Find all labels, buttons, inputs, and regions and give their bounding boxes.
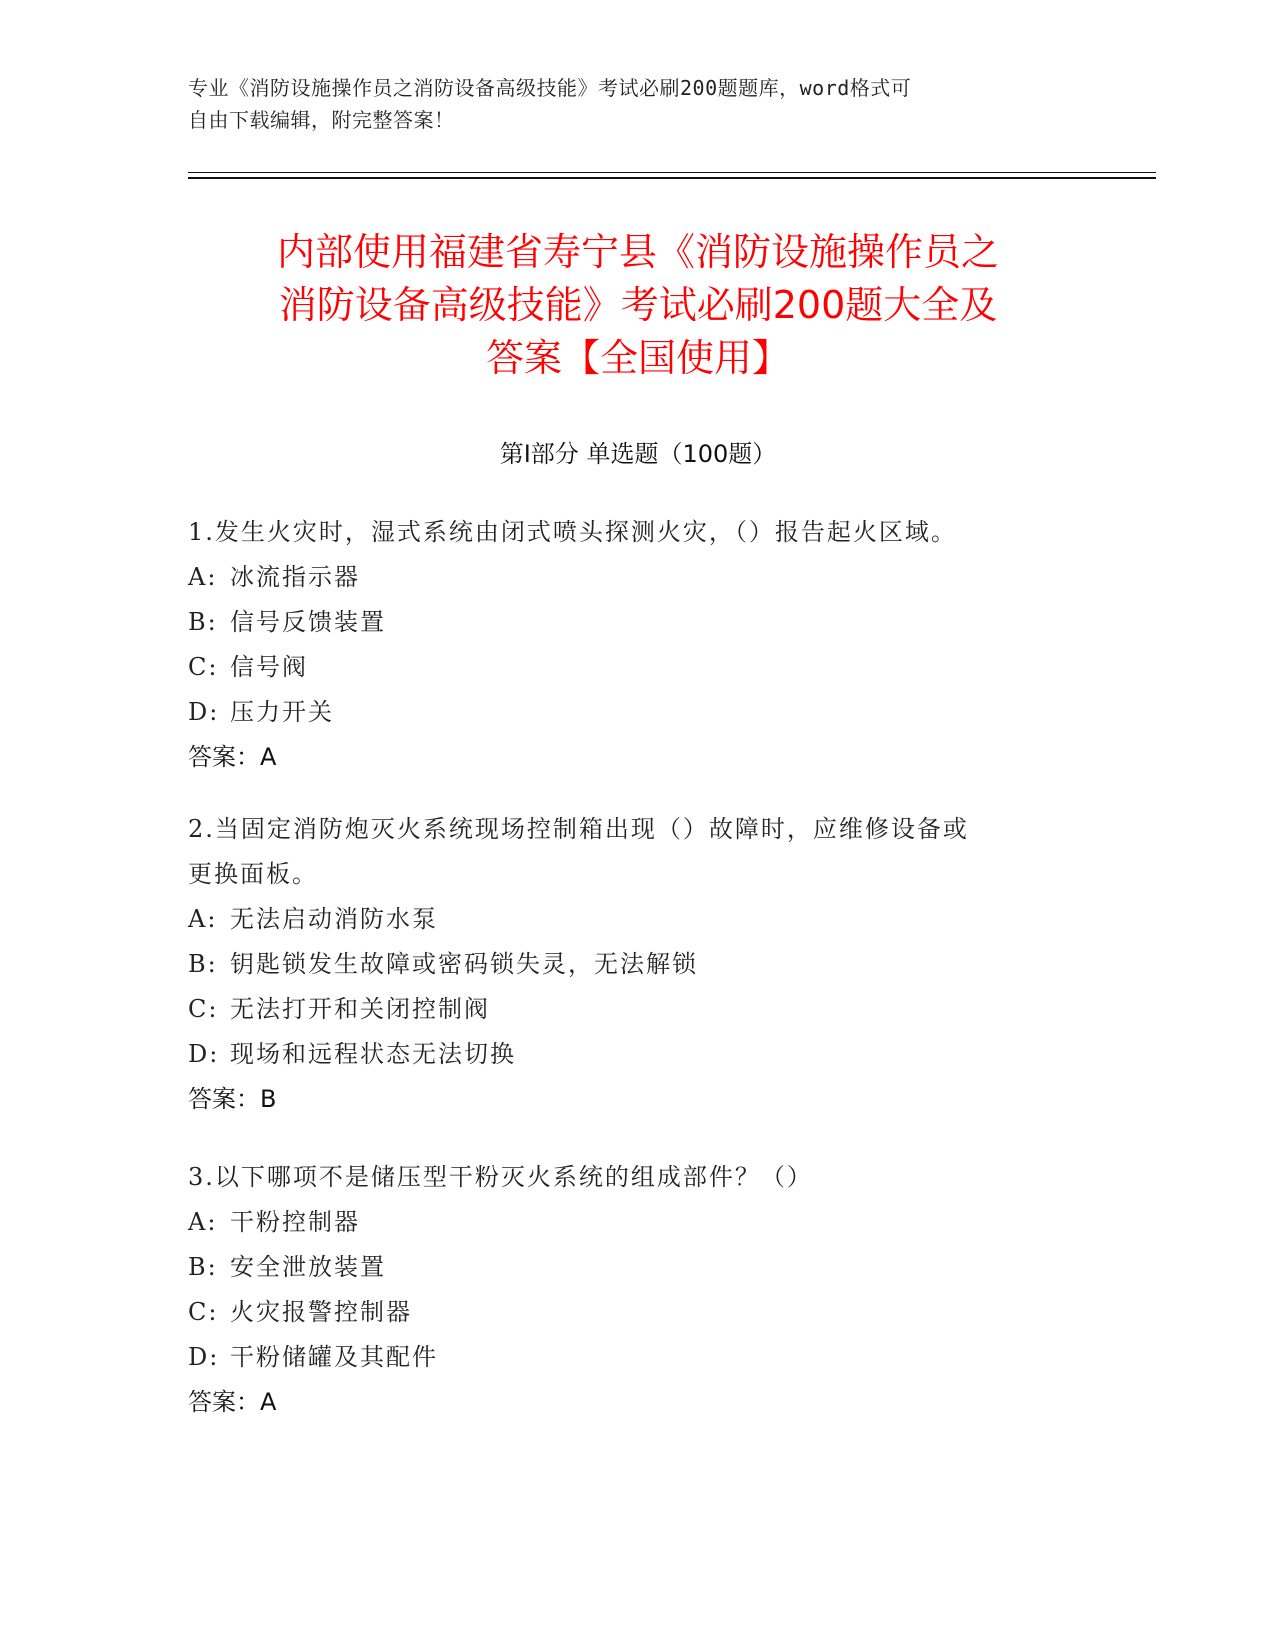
question-text-line: 更换面板。: [188, 860, 318, 888]
header-note-line-1: 专业《消防设施操作员之消防设备高级技能》考试必刷200题题库，word格式可: [188, 76, 912, 100]
option-key: A:: [188, 563, 218, 591]
option-c: [188, 645, 1088, 690]
document-title-line-2: 消防设备高级技能》考试必刷200题大全及: [278, 283, 998, 327]
option-key: C:: [188, 1298, 219, 1326]
document-title-line-1: 内部使用福建省寿宁县《消防设施操作员之: [276, 230, 999, 274]
option-b: [188, 600, 1088, 645]
option-d: [188, 690, 1088, 735]
question-text-line: 1.发生火灾时，湿式系统由闭式喷头探测火灾，（）报告起火区域。: [188, 518, 957, 546]
option-text: 火灾报警控制器: [230, 1298, 412, 1326]
option-key: D:: [188, 1040, 220, 1068]
option-text: 冰流指示器: [230, 563, 360, 591]
question-1: [188, 510, 1088, 780]
question-2: [188, 807, 1088, 1122]
option-key: A:: [188, 905, 218, 933]
question-text-line: 2.当固定消防炮灭火系统现场控制箱出现（）故障时，应维修设备或: [188, 815, 969, 843]
option-c: [188, 987, 1088, 1032]
option-key: B:: [188, 950, 218, 978]
option-text: 压力开关: [230, 698, 334, 726]
option-key: B:: [188, 1253, 218, 1281]
option-text: 安全泄放装置: [230, 1253, 386, 1281]
header-note: [188, 72, 1068, 136]
header-divider-thin: [188, 172, 1156, 173]
section-title: 第I部分 单选题（100题）: [499, 440, 777, 468]
option-c: [188, 1290, 1088, 1335]
question-text-line: 3.以下哪项不是储压型干粉灭火系统的组成部件？（）: [188, 1163, 813, 1191]
option-text: 干粉储罐及其配件: [230, 1343, 438, 1371]
option-a: [188, 897, 1088, 942]
answer-line: 答案：B: [188, 1085, 277, 1113]
answer-line: 答案：A: [188, 1388, 277, 1416]
option-key: C:: [188, 995, 219, 1023]
header-note-line-2: 自由下载编辑，附完整答案！: [188, 108, 455, 132]
option-b: [188, 942, 1088, 987]
question-text: [188, 1155, 1088, 1200]
option-key: B:: [188, 608, 218, 636]
option-b: [188, 1245, 1088, 1290]
option-d: [188, 1032, 1088, 1077]
option-text: 信号反馈装置: [230, 608, 386, 636]
option-text: 无法打开和关闭控制阀: [230, 995, 490, 1023]
header-divider-thick: [188, 177, 1156, 179]
document-title-line-3: 答案【全国使用】: [485, 336, 790, 380]
option-key: D:: [188, 1343, 220, 1371]
option-key: C:: [188, 653, 219, 681]
question-text: [188, 807, 1088, 897]
option-key: D:: [188, 698, 220, 726]
option-text: 信号阀: [230, 653, 308, 681]
option-text: 无法启动消防水泵: [230, 905, 438, 933]
question-3: [188, 1155, 1088, 1425]
option-text: 钥匙锁发生故障或密码锁失灵，无法解锁: [230, 950, 698, 978]
option-a: [188, 1200, 1088, 1245]
document-title: [188, 226, 1088, 385]
option-text: 现场和远程状态无法切换: [230, 1040, 516, 1068]
option-key: A:: [188, 1208, 218, 1236]
option-a: [188, 555, 1088, 600]
option-d: [188, 1335, 1088, 1380]
answer-line: 答案：A: [188, 743, 277, 771]
question-text: [188, 510, 1088, 555]
option-text: 干粉控制器: [230, 1208, 360, 1236]
